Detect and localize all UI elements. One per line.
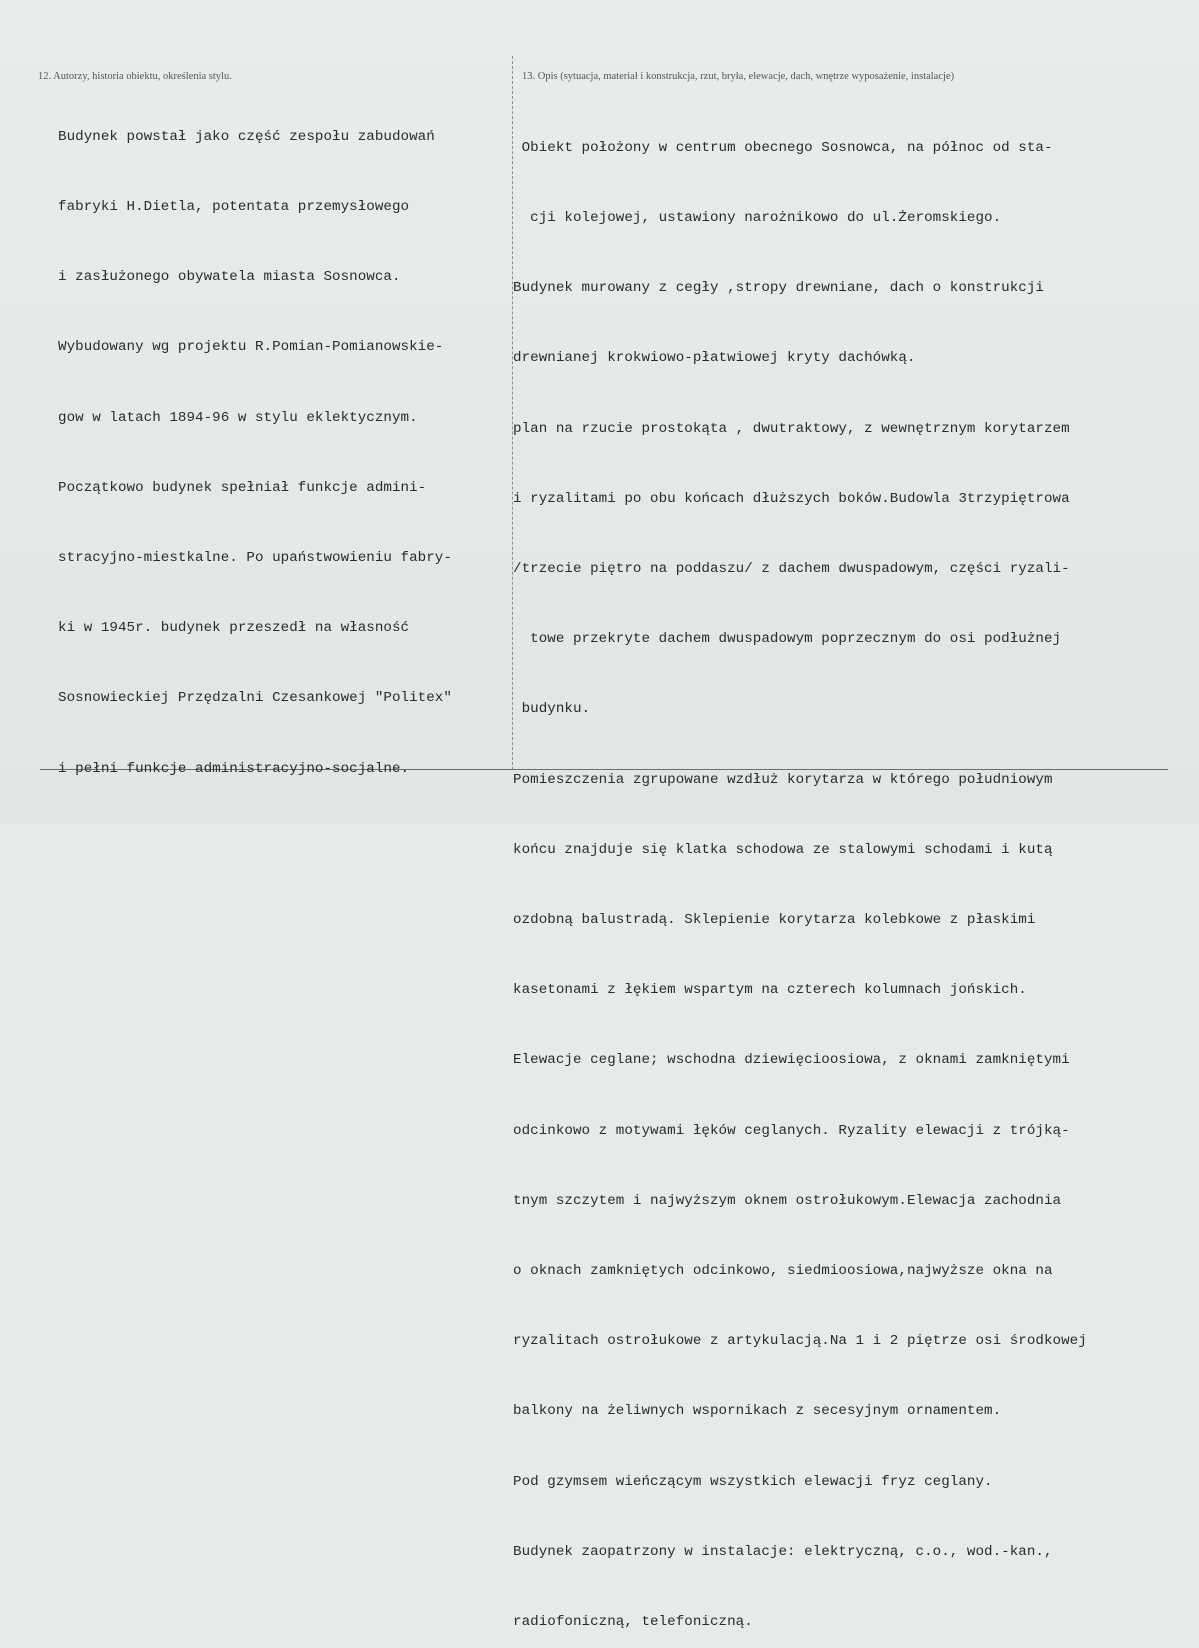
text-line: stracyjno-miestkalne. Po upaństwowieniu fabry-	[58, 550, 452, 567]
text-line: Elewacje ceglane; wschodna dziewięcioosiowa, z oknami zamkniętymi	[513, 1052, 1070, 1069]
text-line: tnym szczytem i najwyższym oknem ostrołukowym.Elewacja zachodnia	[513, 1192, 1062, 1209]
text-line: balkony na żeliwnych wspornikach z secesyjnym ornamentem.	[513, 1403, 1002, 1420]
text-line: Pod gzymsem wieńczącym wszystkich elewacji fryz ceglany.	[513, 1473, 993, 1490]
section-13-header: 13. Opis (sytuacja, materiał i konstrukcja, rzut, bryła, elewacje, dach, wnętrze wyposażenie, instalacje)	[522, 71, 955, 82]
text-line: Wybudowany wg projektu R.Pomian-Pomianowskie-	[58, 339, 444, 356]
text-line: Początkowo budynek spełniał funkcje admini-	[58, 479, 427, 496]
text-line: Budynek zaopatrzony w instalacje: elektryczną, c.o., wod.-kan.,	[513, 1543, 1053, 1560]
text-line: radiofoniczną, telefoniczną.	[513, 1614, 753, 1631]
text-line: o oknach zamkniętych odcinkowo, siedmioosiowa,najwyższe okna na	[513, 1263, 1053, 1280]
section-12-text	[58, 79, 452, 828]
text-line: kasetonami z łękiem wspartym na czterech kolumnach jońskich.	[513, 982, 1027, 999]
text-line: Sosnowieckiej Przędzalni Czesankowej "Politex"	[58, 690, 452, 707]
text-line: ki w 1945r. budynek przeszedł na własność	[58, 620, 410, 637]
text-line: fabryki H.Dietla, potentata przemysłowego	[58, 199, 410, 216]
text-line: i zasłużonego obywatela miasta Sosnowca.	[58, 269, 401, 286]
text-line: i pełni funkcje administracyjno-socjalne.	[58, 760, 410, 777]
text-line: ozdobną balustradą. Sklepienie korytarza kolebkowe z płaskimi	[513, 912, 1036, 929]
text-line: odcinkowo z motywami łęków ceglanych. Ryzality elewacji z trójką-	[513, 1122, 1070, 1139]
text-line: Obiekt położony w centrum obecnego Sosnowca, na północ od sta-	[513, 139, 1053, 156]
text-line: cji kolejowej, ustawiony narożnikowo do ul.Żeromskiego.	[513, 210, 1002, 227]
text-line: Budynek murowany z cegły ,stropy drewniane, dach o konstrukcji	[513, 280, 1044, 297]
text-line: i ryzalitami po obu końcach dłuższych boków.Budowla 3trzypiętrowa	[513, 490, 1070, 507]
text-line: Budynek powstał jako część zespołu zabudowań	[58, 128, 435, 145]
text-line: ryzalitach ostrołukowe z artykulacją.Na 1 i 2 piętrze osi środkowej	[513, 1333, 1087, 1350]
text-line: Pomieszczenia zgrupowane wzdłuż korytarza w którego południowym	[513, 771, 1053, 788]
text-line: budynku.	[513, 701, 591, 718]
text-line: drewnianej krokwiowo-płatwiowej kryty dachówką.	[513, 350, 916, 367]
text-line: towe przekryte dachem dwuspadowym poprzecznym do osi podłużnej	[513, 631, 1062, 648]
text-line: plan na rzucie prostokąta , dwutraktowy, z wewnętrznym korytarzem	[513, 420, 1070, 437]
text-line: gow w latach 1894-96 w stylu eklektycznym.	[58, 409, 418, 426]
section-13-text	[513, 90, 1087, 1648]
text-line: końcu znajduje się klatka schodowa ze stalowymi schodami i kutą	[513, 841, 1053, 858]
text-line: /trzecie piętro na poddaszu/ z dachem dwuspadowym, części ryzali-	[513, 561, 1070, 578]
section-12-header: 12. Autorzy, historia obiektu, określenia stylu.	[38, 71, 232, 82]
